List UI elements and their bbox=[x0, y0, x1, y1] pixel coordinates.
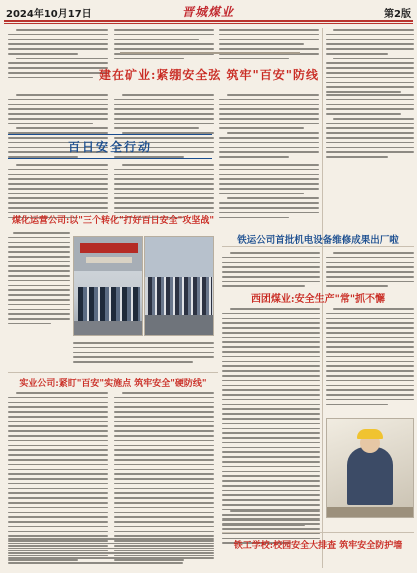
article-body-m bbox=[326, 308, 414, 408]
article-body-p bbox=[222, 510, 320, 529]
paper-logo: 晋城煤业 bbox=[182, 5, 235, 19]
section-rule bbox=[8, 134, 212, 135]
article-body-top-right bbox=[326, 29, 414, 96]
article-body-c bbox=[219, 94, 319, 161]
divider-left-mid bbox=[8, 372, 218, 373]
section-title-safety: 百日安全行动 bbox=[67, 140, 152, 154]
page-number: 第2版 bbox=[384, 9, 411, 20]
masthead bbox=[4, 4, 413, 20]
article-body-h bbox=[8, 232, 70, 328]
article-body-g bbox=[219, 164, 319, 221]
section-rule-bottom bbox=[8, 158, 212, 159]
news-photo-meeting bbox=[73, 236, 143, 336]
article-body-k bbox=[326, 252, 414, 290]
banner-headline: 建在矿业:紧绷安全弦 筑牢"百安"防线 bbox=[98, 68, 320, 82]
headline-right-top: 铁运公司首批机电设备维修成果出厂啦 bbox=[237, 235, 399, 246]
article-body-i bbox=[73, 342, 214, 366]
masthead-rule-thin bbox=[4, 23, 413, 24]
article-body-j bbox=[222, 252, 320, 290]
article-body-q bbox=[8, 538, 214, 567]
divider-right-top bbox=[222, 246, 414, 247]
news-photo-worker bbox=[326, 418, 414, 518]
article-body-top-left bbox=[8, 29, 108, 82]
issue-date: 2024年10月17日 bbox=[6, 9, 92, 20]
banner-kicker bbox=[120, 52, 300, 60]
headline-right-bottom: 铁工学校:校园安全大排查 筑牢安全防护墙 bbox=[233, 541, 403, 551]
headline-left-story: 煤化运营公司:以"三个转化"打好百日安全"攻坚战" bbox=[11, 216, 215, 226]
masthead-rule bbox=[4, 20, 413, 22]
divider-right-bottom bbox=[222, 532, 414, 533]
news-photo-group bbox=[144, 236, 214, 336]
headline-right-mid: 西团煤业:安全生产"常"抓不懈 bbox=[250, 294, 386, 305]
article-body-d bbox=[326, 94, 414, 161]
headline-left-story2: 实业公司:紧盯"百安"实施点 筑牢安全"硬防线" bbox=[19, 379, 207, 389]
